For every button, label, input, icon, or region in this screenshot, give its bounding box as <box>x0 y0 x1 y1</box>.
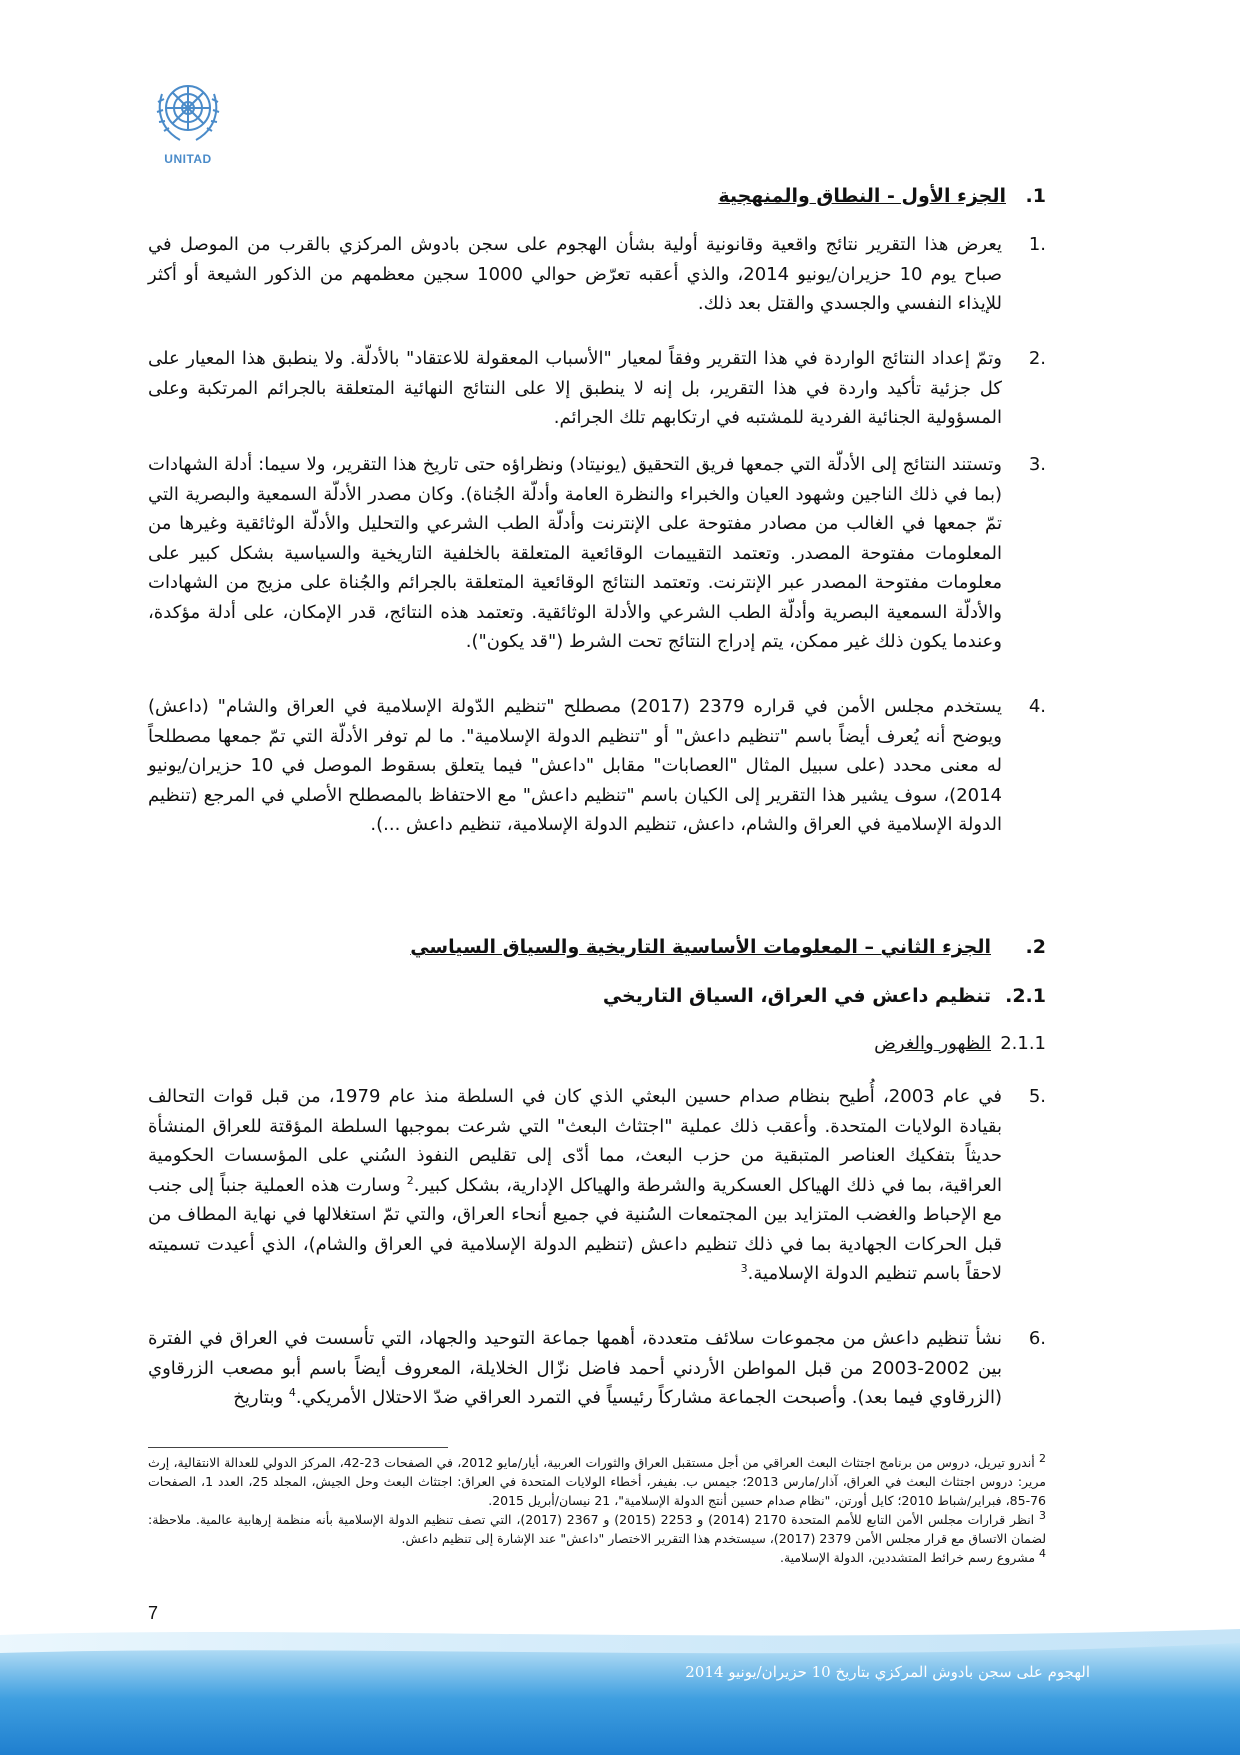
logo-label: UNITAD <box>164 152 212 166</box>
paragraph-text: وتستند النتائج إلى الأدلّة التي جمعها فريق التحقيق (يونيتاد) ونظراؤه حتى تاريخ هذا التقرير، ولا سيما: أدلة الشهادات (بما في ذلك الناجين وشهود العيان والخبراء والنظرة العامة وأدلّة الجُناة). وكان مصدر الأدلّة السمعية والبصرية التي تمّ جمعها في الغالب من مصادر مفتوحة على الإنترنت وأدلّة الطب الشرعي والتحليل والأدلّة الوثائقية وغيرها من المعلومات مفتوحة المصدر. وتعتمد التقييمات الوقائعية المتعلقة بالخلفية التاريخية والسياسية بشكل كبير على معلومات مفتوحة المصدر عبر الإنترنت. وتعتمد النتائج الوقائعية المتعلقة بالجرائم والجُناة على مزيج من الشهادات والأدلّة السمعية البصرية وأدلّة الطب الشرعي والأدلة الوثائقية. وتعتمد هذه النتائج، قدر الإمكان، على أدلة مؤكدة، وعندما يكون ذلك غير ممكن، يتم إدراج النتائج تحت الشرط ("قد يكون"). <box>148 454 1002 652</box>
section-2-1-1-heading: 2.1.1الظهور والغرض <box>874 1033 1046 1054</box>
paragraph-text: يستخدم مجلس الأمن في قراره 2379 (2017) مصطلح "تنظيم الدّولة الإسلامية في العراق والشام" (داعش) ويوضح أنه يُعرف أيضاً باسم "تنظيم داعش" أو "تنظيم الدولة الإسلامية". ما لم توفر الأدلّة التي تمّ جمعها مصطلحاً له معنى محدد (على سبيل المثال "العصابات" مقابل "داعش" فيما يتعلق بسقوط الموصل في 10 حزيران/يونيو 2014)، سوف يشير هذا التقرير إلى الكيان باسم "تنظيم داعش" مع الاحتفاظ بالمصطلح الأصلي في المرجع (تنظيم الدولة الإسلامية في العراق والشام، داعش، تنظيم الدولة الإسلامية، تنظيم داعش ...). <box>148 696 1002 835</box>
footnote-3: $^3$ انظر قرارات مجلس الأمن التابع للأمم المتحدة 2170 (2014) و 2253 (2015) و 2367 (2017)، التي تصف تنظيم الدولة الإسلامية بأنه منظمة إرهابية عالمية. ملاحظة: لضمان الاتساق مع قرار مجلس الأمن 2379 (2017)، سيستخدم هذا التقرير الاختصار "داعش" عند الإشارة إلى تنظيم داعش. <box>148 1508 1046 1546</box>
paragraph-2 <box>148 344 1046 433</box>
paragraph-1 <box>148 230 1046 319</box>
page-number: 7 <box>148 1603 159 1623</box>
footer-wave <box>0 1625 1240 1755</box>
paragraph-6 <box>148 1324 1046 1413</box>
un-logo <box>148 72 228 172</box>
footer-band <box>0 1625 1240 1755</box>
paragraph-text: يعرض هذا التقرير نتائج واقعية وقانونية أولية بشأن الهجوم على سجن بادوش المركزي بالقرب من الموصل في صباح يوم 10 حزيران/يونيو 2014، والذي أعقبه تعرّض حوالي 1000 سجين معظمهم من الذكور الشيعة أو أكثر للإيذاء النفسي والجسدي والقتل بعد ذلك. <box>148 234 1003 314</box>
footnote-4: $^4$ مشروع رسم خرائط المتشددين، الدولة الإسلامية. <box>779 1546 1046 1565</box>
paragraph-text: في عام 2003، أُطيح بنظام صدام حسين البعثي الذي كان في السلطة منذ عام 1979، من قبل قوات التحالف بقيادة الولايات المتحدة. وأعقب ذلك عملية "اجتثاث البعث" التي شرعت بموجبها السلطة المؤقتة للعراق المنشأة حديثاً بتفكيك العناصر المتبقية من حزب البعث، مما أدّى إلى تقليص النفوذ السُني على المؤسسات الحكومية العراقية، بما في ذلك الهياكل العسكرية والشرطة والهياكل الإدارية، بشكل كبير.$^2$ وسارت هذه العملية جنباً إلى جنب مع الإحباط والغضب المتزايد بين المجتمعات السُنية في جميع أنحاء العراق، والتي تمّ استغلالها في نهاية المطاف من قبل الحركات الجهادية بما في ذلك تنظيم داعش (تنظيم الدولة الإسلامية في العراق والشام)، الذي أعيدت تسميته لاحقاً باسم تنظيم الدولة الإسلامية.$^3$ <box>148 1086 1002 1284</box>
paragraph-5 <box>148 1082 1046 1289</box>
paragraph-number: .3 <box>1028 454 1046 475</box>
section-2-1-heading: 2.1.تنظيم داعش في العراق، السياق التاريخي <box>602 985 1046 1007</box>
paragraph-number: .1 <box>1028 234 1046 255</box>
footnote-ref[interactable]: 4 <box>288 1386 296 1399</box>
section-2-heading: 2.الجزء الثاني – المعلومات الأساسية التاريخية والسياق السياسي <box>410 936 1046 958</box>
paragraph-text: نشأ تنظيم داعش من مجموعات سلائف متعددة، أهمها جماعة التوحيد والجهاد، التي تأسست في العراق في الفترة بين 2002-2003 من قبل المواطن الأردني أحمد فاضل نزّال الخلايلة، المعروف أيضاً باسم أبو مصعب الزرقاوي (الزرقاوي فيما بعد). وأصبحت الجماعة مشاركاً رئيسياً في التمرد العراقي ضدّ الاحتلال الأمريكي.$^4$ وبتاريخ <box>148 1328 1002 1408</box>
paragraph-number: .2 <box>1028 348 1046 369</box>
paragraph-number: .5 <box>1028 1086 1046 1107</box>
paragraph-text: وتمّ إعداد النتائج الواردة في هذا التقرير وفقاً لمعيار "الأسباب المعقولة للاعتقاد" بالأدلّة. ولا ينطبق هذا المعيار على كل جزئية تأكيد واردة في هذا التقرير، بل إنه لا ينطبق إلا على النتائج النهائية المتعلقة بالجرائم المرتكبة وعلى المسؤولية الجنائية الفردية للمشتبه في ارتكابهم تلك الجرائم. <box>148 348 1002 428</box>
footnotes <box>148 1453 1046 1567</box>
paragraph-number: .4 <box>1028 696 1046 717</box>
footer-title: الهجوم على سجن بادوش المركزي بتاريخ 10 حزيران/يونيو 2014 <box>685 1663 1090 1681</box>
paragraph-4 <box>148 692 1046 840</box>
footnote-separator <box>148 1447 448 1448</box>
footnote-ref[interactable]: 2 <box>406 1173 414 1187</box>
un-emblem-icon <box>148 72 228 152</box>
paragraph-3 <box>148 450 1046 657</box>
footnote-2: $^2$ أندرو تيريل، دروس من برنامج اجتثاث البعث العراقي من أجل مستقبل العراق والثورات العربية، أيار/مايو 2012، في الصفحات 23-42، المركز الدولي للعدالة الانتقالية، إرث مرير: دروس اجتثاث البعث في العراق، آذار/مارس 2013؛ جيمس ب. بفيفر، أخطاء الولايات المتحدة في العراق: اجتثاث البعث وحل الجيش، المجلد 25، العدد 1، الصفحات 76-85، فبراير/شباط 2010؛ كايل أورتن، "نظام صدام حسين أنتج الدولة الإسلامية"، 21 نيسان/أبريل 2015. <box>148 1451 1046 1508</box>
footnote-ref[interactable]: 3 <box>740 1262 748 1275</box>
paragraph-number: .6 <box>1028 1328 1046 1349</box>
section-1-heading: 1.الجزء الأول - النطاق والمنهجية <box>718 185 1046 207</box>
